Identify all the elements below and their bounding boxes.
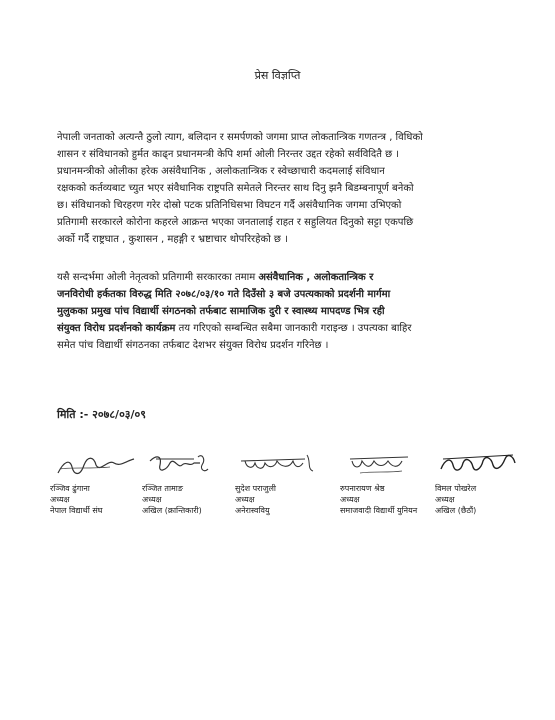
signatory-org: अनेरास्ववियु [235, 506, 270, 515]
signature-4-image [340, 447, 430, 483]
signatory-name: रञ्जित तामाङ [142, 484, 183, 493]
paragraph-2-line [57, 269, 509, 286]
signatory-role: अध्यक्ष [50, 495, 70, 504]
paragraph-1 [57, 129, 509, 248]
signatory-4 [340, 447, 440, 516]
signature-5-image [435, 447, 525, 483]
signatory-name: रञ्जिव ढुंगाना [50, 484, 90, 493]
paragraph-2-line [57, 337, 509, 354]
paragraph-2-text: समेत पांच विद्यार्थी संगठनका तर्फबाट देशभर संयुक्त विरोध प्रदर्शन गरिनेछ । [57, 340, 329, 351]
signatory-1 [50, 447, 150, 516]
signatory-org: समाजवादी विद्यार्थी युनियन [340, 506, 418, 515]
paragraph-1-line: अर्को गर्दै राष्ट्रघात , कुशासन , महङ्गी र भ्रष्टाचार थोपरिरहेको छ । [57, 234, 288, 245]
signatory-role: अध्यक्ष [235, 495, 255, 504]
paragraph-2-line [57, 286, 509, 303]
signatory-role: अध्यक्ष [340, 495, 360, 504]
signature-3-image [235, 447, 325, 483]
paragraph-2-text: तय गरिएको सम्बन्धित सबैमा जानकारी गराइन्छ । उपत्यका बाहिर [175, 323, 412, 334]
paragraph-1-line: प्रतिगामी सरकारले कोरोना कहरले आक्रन्त भएका जनतालाई राहत र सहुलियत दिनुको सट्टा एकपछि [57, 217, 414, 228]
paragraph-1-line: प्रधानमन्त्रीको ओलीका हरेक असंवैधानिक , अलोकतान्त्रिक र स्वेच्छाचारी कदमलाई संविधान [57, 166, 385, 177]
paragraph-2-bold-text: संयुक्त विरोध प्रदर्शनको कार्यक्रम [57, 323, 176, 334]
signatory-org: नेपाल विद्यार्थी संघ [50, 506, 103, 515]
paragraph-2-bold-text: असंवैधानिक , अलोकतान्त्रिक र [258, 272, 374, 283]
signatory-name: रुपनारायण श्रेष्ठ [340, 484, 385, 493]
paragraph-2-line [57, 320, 509, 337]
signatory-role: अध्यक्ष [435, 495, 455, 504]
signatory-name: सुदेश पराजुली [235, 484, 276, 493]
paragraph-2 [57, 269, 509, 354]
paragraph-2-text: यसै सन्दर्भमा ओली नेतृत्वको प्रतिगामी सरकारका तमाम [57, 272, 259, 283]
signature-1-image [50, 447, 140, 483]
signatory-name: विमल पोखरेल [435, 484, 477, 493]
paragraph-2-bold-text: मुलुकका प्रमुख पांच विद्यार्थी संगठनको तर्फबाट सामाजिक दुरी र स्वास्थ्य मापदण्ड भित्र रही [57, 306, 385, 317]
signatory-org: अखिल (क्रान्तिकारी) [142, 506, 202, 515]
signatory-org: अखिल (छैठौं) [435, 506, 477, 515]
page-title: प्रेस विज्ञप्ति [254, 69, 301, 82]
paragraph-2-line [57, 303, 509, 320]
date-line: मिति :- २०७८/०३/०९ [57, 408, 146, 421]
paragraph-1-line: रक्षकको कर्तव्यबाट च्युत भएर संवैधानिक राष्ट्रपति समेतले निरन्तर साथ दिनु झनै बिडम्बनापूर्ण बनेको [57, 183, 414, 194]
signatory-role: अध्यक्ष [142, 495, 162, 504]
signatory-2 [142, 447, 242, 516]
paragraph-1-line: नेपाली जनताको अत्यन्तै ठुलो त्याग, बलिदान र समर्पणको जगमा प्राप्त लोकतान्त्रिक गणतन्त्र , विधिको [57, 132, 423, 143]
paragraph-1-line: छ। संविधानको चिरहरण गरेर दोस्रो पटक प्रतिनिधिसभा विघटन गर्दै असंवैधानिक जगमा उभिएको [57, 200, 402, 211]
signatory-5 [435, 447, 535, 516]
paragraph-1-line: शासन र संविधानको हुर्मत काढ्न प्रधानमन्त्री केपि शर्मा ओली निरन्तर उद्दत रहेको सर्वविदितै छ । [57, 149, 400, 160]
paragraph-2-bold-text: जनविरोधी हर्कतका विरुद्ध मिति २०७८/०३/१० गते दिउँसो ३ बजे उपत्यकाको प्रदर्शनी मार्गमा [57, 289, 391, 300]
signatory-3 [235, 447, 335, 516]
signatories [50, 447, 510, 527]
signature-2-image [142, 447, 232, 483]
